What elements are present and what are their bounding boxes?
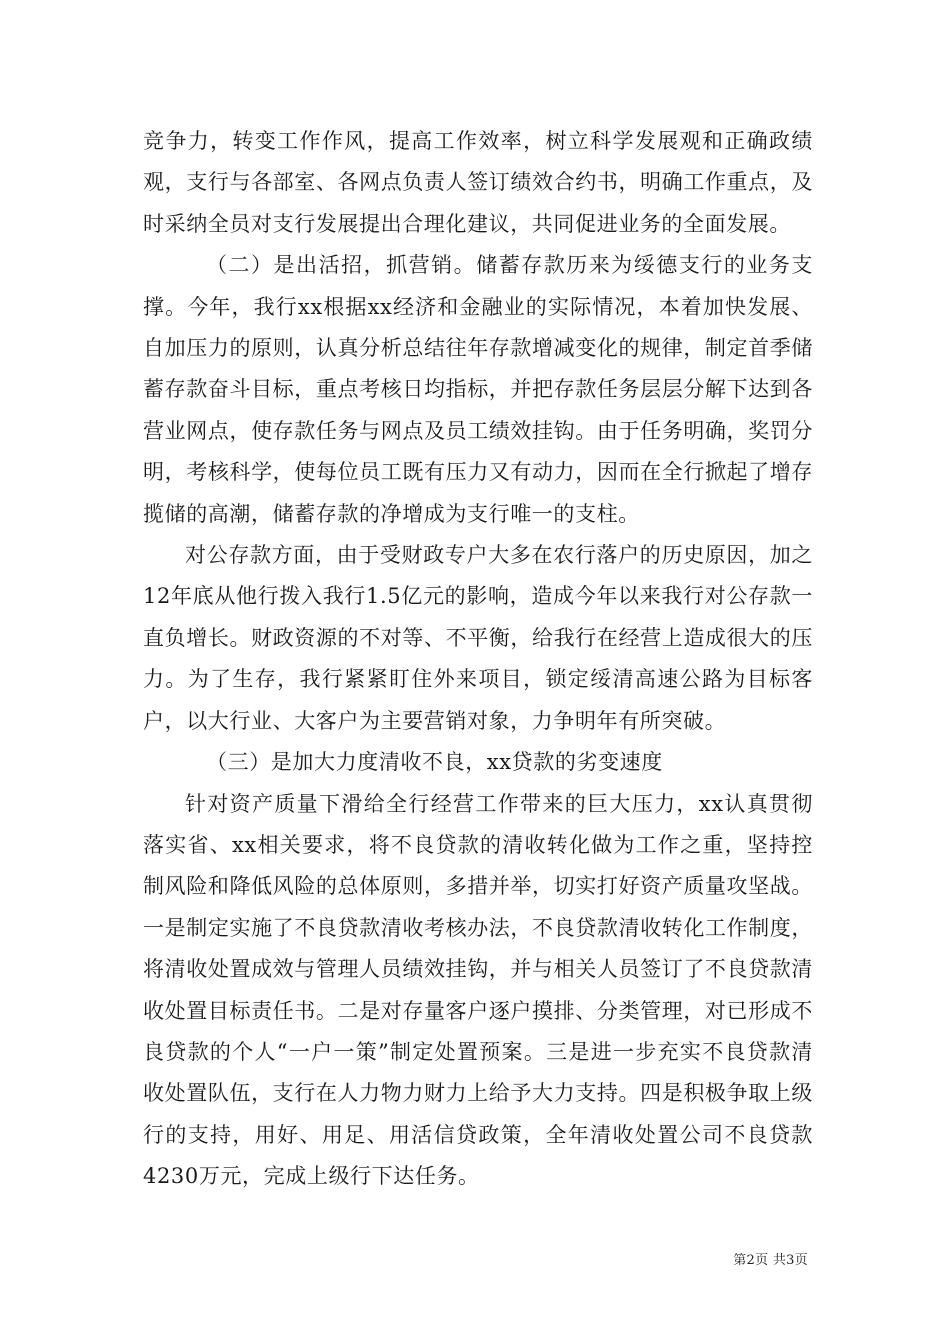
- paragraph-continuation: 竞争力，转变工作作风，提高工作效率，树立科学发展观和正确政绩观，支行与各部室、各网点负责人签订绩效合约书，明确工作重点，及时采纳全员对支行发展提出合理化建议，共同促进业务的全面发展。: [143, 129, 813, 236]
- paragraph-public-deposits: 对公存款方面，由于受财政专户大多在农行落户的历史原因，加之12年底从他行拨入我行1.5亿元的影响，造成今年以来我行对公存款一直负增长。财政资源的不对等、不平衡，给我行在经营上造成很大的压力。为了生存，我行紧紧盯住外来项目，锁定绥清高速公路为目标客户，以大行业、大客户为主要营销对象，力争明年有所突破。: [143, 543, 813, 733]
- document-body: [143, 121, 813, 1198]
- section-three-heading: （三）是加大力度清收不良，xx贷款的劣变速度: [206, 750, 663, 775]
- page-number-footer: 第2页 共3页: [733, 1253, 808, 1268]
- paragraph-section-two: （二）是出活招，抓营销。储蓄存款历来为绥德支行的业务支撑。今年，我行xx根据xx经济和金融业的实际情况，本着加快发展、自加压力的原则，认真分析总结往年存款增减变化的规律，制定首季储蓄存款奋斗目标，重点考核日均指标，并把存款任务层层分解下达到各营业网点，使存款任务与网点及员工绩效挂钩。由于任务明确，奖罚分明，考核科学，使每位员工既有压力又有动力，因而在全行掀起了增存揽储的高潮，储蓄存款的净增成为支行唯一的支柱。: [143, 253, 813, 526]
- paragraph-asset-quality: 针对资产质量下滑给全行经营工作带来的巨大压力，xx认真贯彻落实省、xx相关要求，将不良贷款的清收转化做为工作之重，坚持控制风险和降低风险的总体原则，多措并举，切实打好资产质量攻坚战。一是制定实施了不良贷款清收考核办法，不良贷款清收转化工作制度，将清收处置成效与管理人员绩效挂钩，并与相关人员签订了不良贷款清收处置目标责任书。二是对存量客户逐户摸排、分类管理，对已形成不良贷款的个人“一户一策”制定处置预案。三是进一步充实不良贷款清收处置队伍，支行在人力物力财力上给予大力支持。四是积极争取上级行的支持，用好、用足、用活信贷政策，全年清收处置公司不良贷款4230万元，完成上级行下达任务。: [143, 791, 813, 1189]
